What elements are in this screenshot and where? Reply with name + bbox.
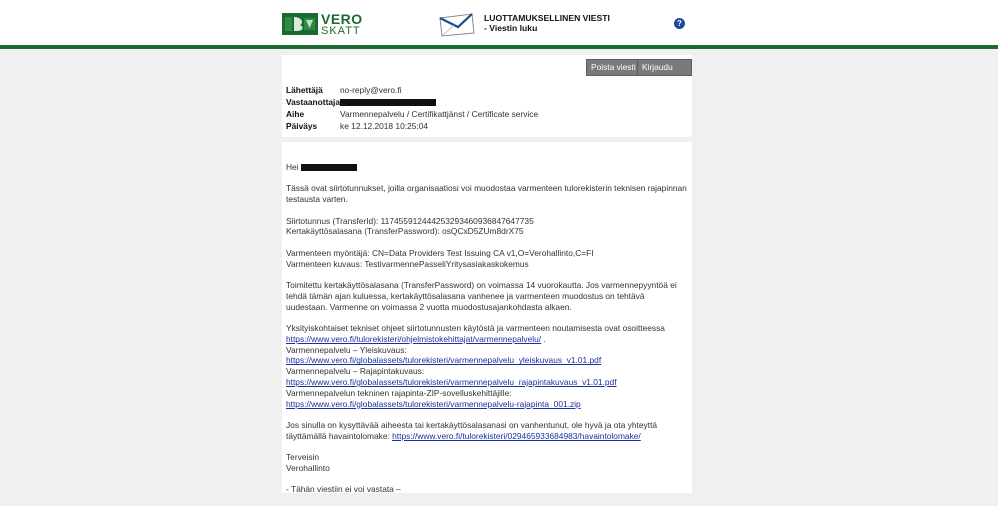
transfer-password: Kertakäyttösalasana (TransferPassword): osQCxD5ZUm8drX75: [286, 226, 524, 237]
signature-block: [286, 452, 688, 474]
zip-link[interactable]: https://www.vero.fi/globalassets/tulorekisteri/varmennepalvelu-rajapinta_001.zip: [286, 398, 581, 409]
interface-label: Varmennepalvelu – Rajapintakuvaus:: [286, 366, 425, 377]
overview-link[interactable]: https://www.vero.fi/globalassets/tulorekisteri/varmennepalvelu_yleiskuvaus_v1.01.pdf: [286, 355, 602, 366]
regards-text: Terveisin: [286, 452, 320, 463]
message-header-panel: [282, 55, 692, 137]
message-meta: [286, 84, 538, 132]
credentials: [286, 216, 688, 238]
certificate-info: [286, 248, 688, 270]
interface-link[interactable]: https://www.vero.fi/globalassets/tulorekisteri/varmennepalvelu_rajapintakuvaus_v1.01.pdf: [286, 376, 617, 387]
header-divider: [0, 45, 998, 49]
header-bar: [0, 0, 998, 46]
date-label: Päiväys: [286, 121, 318, 131]
delete-message-button[interactable]: Poista viesti: [586, 59, 641, 76]
logo-text-skatt: SKATT: [321, 24, 361, 37]
meta-row-recipient: [286, 96, 538, 108]
page-title: [484, 14, 610, 33]
certificate-issuer: Varmenteen myöntäjä: CN=Data Providers Test Issuing CA v1,O=Verohallinto,C=FI: [286, 247, 594, 258]
logo-text-vero: VERO: [321, 10, 363, 27]
subject-value: Varmennepalvelu / Certifikattjänst / Certificate service: [340, 109, 539, 119]
feedback-link[interactable]: https://www.vero.fi/tulorekisteri/029465933684983/havaintolomake/: [392, 430, 641, 441]
greeting: Hei: [286, 162, 688, 173]
redacted-name: [301, 164, 357, 171]
page-title-line1: LUOTTAMUKSELLINEN VIESTI: [484, 13, 610, 23]
instructions-block: Yksityiskohtaiset tekniset ohjeet siirtotunnusten käytöstä ja varmenteen noutamisesta ovat osoitteessa https://www.vero.fi/tulorekisteri/ohjelmistokehittajat/varmennepalvelu/ . Varmennepalvelu – Yleiskuvaus: https://www.vero.fi/globalassets/tulorekisteri/varmennepalvelu_yleiskuvaus_v1.01.pdf Varmennepalvelu – Rajapintakuvaus: https://www.vero.fi/globalassets/tulorekisteri/varmennepalvelu_rajapintakuvaus_v1.01.pdf Varmennepalvelun tekninen rajapinta-ZIP-sovelluskehittäjille: https://www.vero.fi/globalassets/tulorekisteri/varmennepalvelu-rajapinta_001.zip: [286, 322, 665, 409]
feedback-text: Jos sinulla on kysyttävää aiheesta tai kertakäyttösalasanasi on vanhentunut, ole hyvä ja ota yhteyttä täyttämällä havaintolomake:: [286, 419, 658, 441]
meta-row-subject: [286, 108, 538, 120]
sender-value: no-reply@vero.fi: [340, 85, 402, 95]
developer-link[interactable]: https://www.vero.fi/tulorekisteri/ohjelmistokehittajat/varmennepalvelu/: [286, 333, 542, 344]
message-body: [286, 162, 688, 506]
certificate-description: Varmenteen kuvaus: TestivarmennePasseliYritysasiakaskokemus: [286, 258, 529, 269]
no-reply-note: - Tähän viestiin ei voi vastata –: [286, 484, 401, 495]
help-icon[interactable]: ?: [674, 18, 685, 29]
date-value: ke 12.12.2018 10:25:04: [340, 121, 429, 131]
instructions-text: Yksityiskohtaiset tekniset ohjeet siirtotunnusten käytöstä ja varmenteen noutamisesta ovat osoitteessa: [286, 322, 665, 333]
vero-logo[interactable]: [282, 12, 363, 36]
validity-text: Toimitettu kertakäyttösalasana (TransferPassword) on voimassa 14 vuorokautta. Jos varmennepyyntöä ei tehdä tämän ajan kuluessa, kertakäyttösalasana vanhenee ja varmenteen muodostus on tehtävä uudestaan. Varmenne on voimassa 2 vuotta muodostusajankohdasta alkaen.: [286, 279, 677, 312]
meta-row-date: [286, 120, 538, 132]
message-body-panel: [282, 142, 692, 493]
page-title-line2: - Viestin luku: [484, 22, 538, 33]
overview-label: Varmennepalvelu – Yleiskuvaus:: [286, 344, 407, 355]
subject-label: Aihe: [286, 109, 305, 119]
envelope-icon: [438, 13, 476, 37]
signature-text: Verohallinto: [286, 462, 330, 473]
feedback-block: [286, 420, 688, 442]
recipient-label: Vastaanottaja: [286, 97, 340, 107]
logo-emblem-icon: [282, 13, 318, 35]
sender-label: Lähettäjä: [286, 85, 323, 95]
redacted-recipient: [340, 99, 436, 106]
intro-text: Tässä ovat siirtotunnukset, joilla organisaatiosi voi muodostaa varmenteen tulorekisterin teknisen rajapinnan testausta varten.: [286, 183, 687, 205]
logout-button[interactable]: Kirjaudu ulos: [637, 59, 692, 76]
transfer-id: Siirtotunnus (TransferId): 117455912444253293460936847647735: [286, 215, 534, 226]
recipient-value: [340, 96, 436, 108]
meta-row-sender: [286, 84, 538, 96]
zip-label: Varmennepalvelun tekninen rajapinta-ZIP-sovelluskehittäjille:: [286, 387, 512, 398]
